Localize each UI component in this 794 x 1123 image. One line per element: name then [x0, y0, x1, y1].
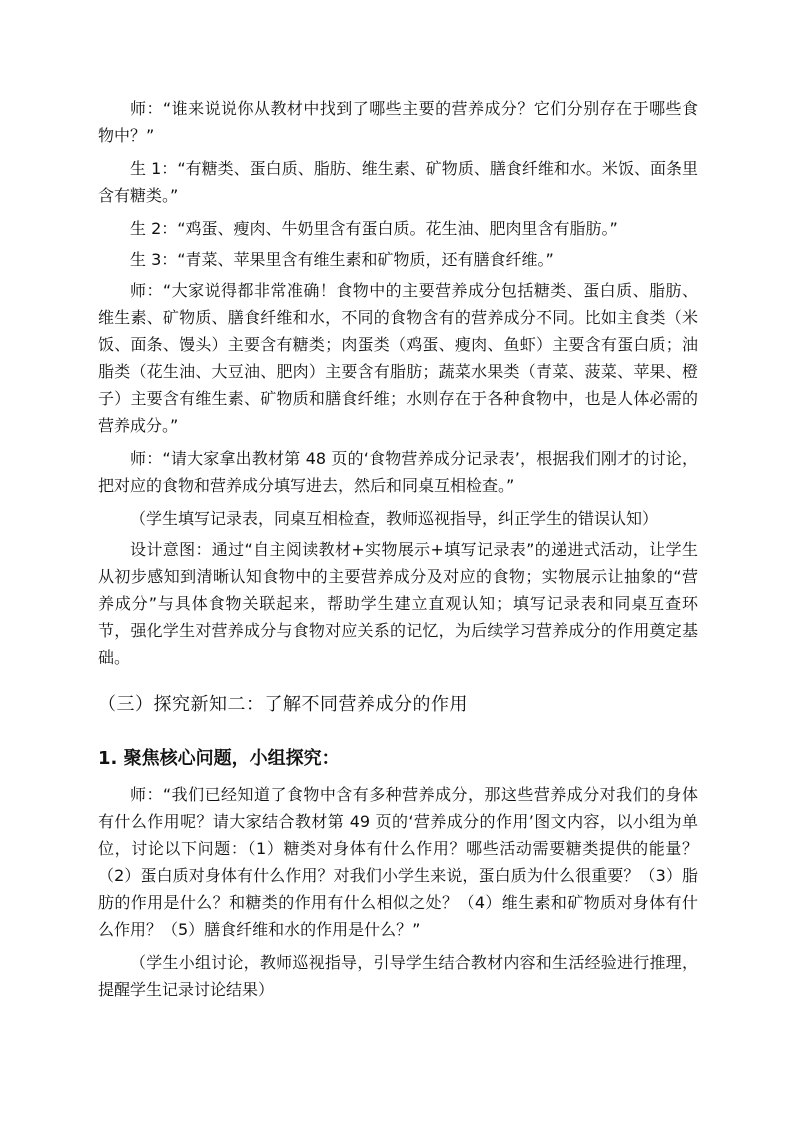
teacher-summary-paragraph: 师：“大家说得都非常准确！食物中的主要营养成分包括糖类、蛋白质、脂肪、维生素、矿物质、膳食纤维和水，不同的食物含有的营养成分不同。比如主食类（米饭、面条、馒头）主要含有糖类；肉蛋类（鸡蛋、瘦肉、鱼虾）主要含有蛋白质；油脂类（花生油、大豆油、肥肉）主要含有脂肪；蔬菜水果类（青菜、菠菜、苹果、橙子）主要含有维生素、矿物质和膳食纤维；水则存在于各种食物中，也是人体必需的营养成分。” — [98, 281, 698, 435]
section-heading: （三）探究新知二：了解不同营养成分的作用 — [98, 694, 468, 715]
student3-answer-paragraph: 生 3：“青菜、苹果里含有维生素和矿物质，还有膳食纤维。” — [130, 250, 554, 269]
design-intent-paragraph: 设计意图：通过“自主阅读教材+实物展示+填写记录表”的递进式活动，让学生从初步感知到清晰认知食物中的主要营养成分及对应的食物；实物展示让抽象的“营养成分”与具体食物关联起来，帮助学生建立直观认知；填写记录表和同桌互查环节，强化学生对营养成分与食物对应关系的记忆，为后续学习营养成分的作用奠定基础。 — [98, 540, 698, 667]
teacher-discussion-paragraph: 师：“我们已经知道了食物中含有多种营养成分，那这些营养成分对我们的身体有什么作用呢？请大家结合教材第 49 页的‘营养成分的作用’图文内容，以小组为单位，讨论以下问题：（1）糖类对身体有什么作用？哪些活动需要糖类提供的能量？（2）蛋白质对身体有什么作用？对我们小学生来说，蛋白质为什么很重要？（3）脂肪的作用是什么？和糖类的作用有什么相似之处？（4）维生素和矿物质对身体有什么作用？（5）膳食纤维和水的作用是什么？” — [98, 785, 698, 939]
group-discussion-paragraph: （学生小组讨论，教师巡视指导，引导学生结合教材内容和生活经验进行推理，提醒学生记录讨论结果） — [98, 953, 698, 999]
teacher-question-paragraph: 师：“谁来说说你从教材中找到了哪些主要的营养成分？它们分别存在于哪些食物中？” — [98, 99, 698, 145]
document-page — [98, 95, 698, 1009]
student2-answer-paragraph: 生 2：“鸡蛋、瘦肉、牛奶里含有蛋白质。花生油、肥肉里含有脂肪。” — [130, 219, 618, 238]
sub-heading: 1. 聚焦核心问题，小组探究： — [98, 748, 340, 769]
student1-answer-paragraph: 生 1：“有糖类、蛋白质、脂肪、维生素、矿物质、膳食纤维和水。米饭、面条里含有糖类。” — [98, 159, 698, 205]
teacher-instruction-paragraph: 师：“请大家拿出教材第 48 页的‘食物营养成分记录表’，根据我们刚才的讨论，把对应的食物和营养成分填写进去，然后和同桌互相检查。” — [98, 449, 698, 495]
student-activity-paragraph: （学生填写记录表，同桌互相检查，教师巡视指导，纠正学生的错误认知） — [130, 509, 659, 528]
